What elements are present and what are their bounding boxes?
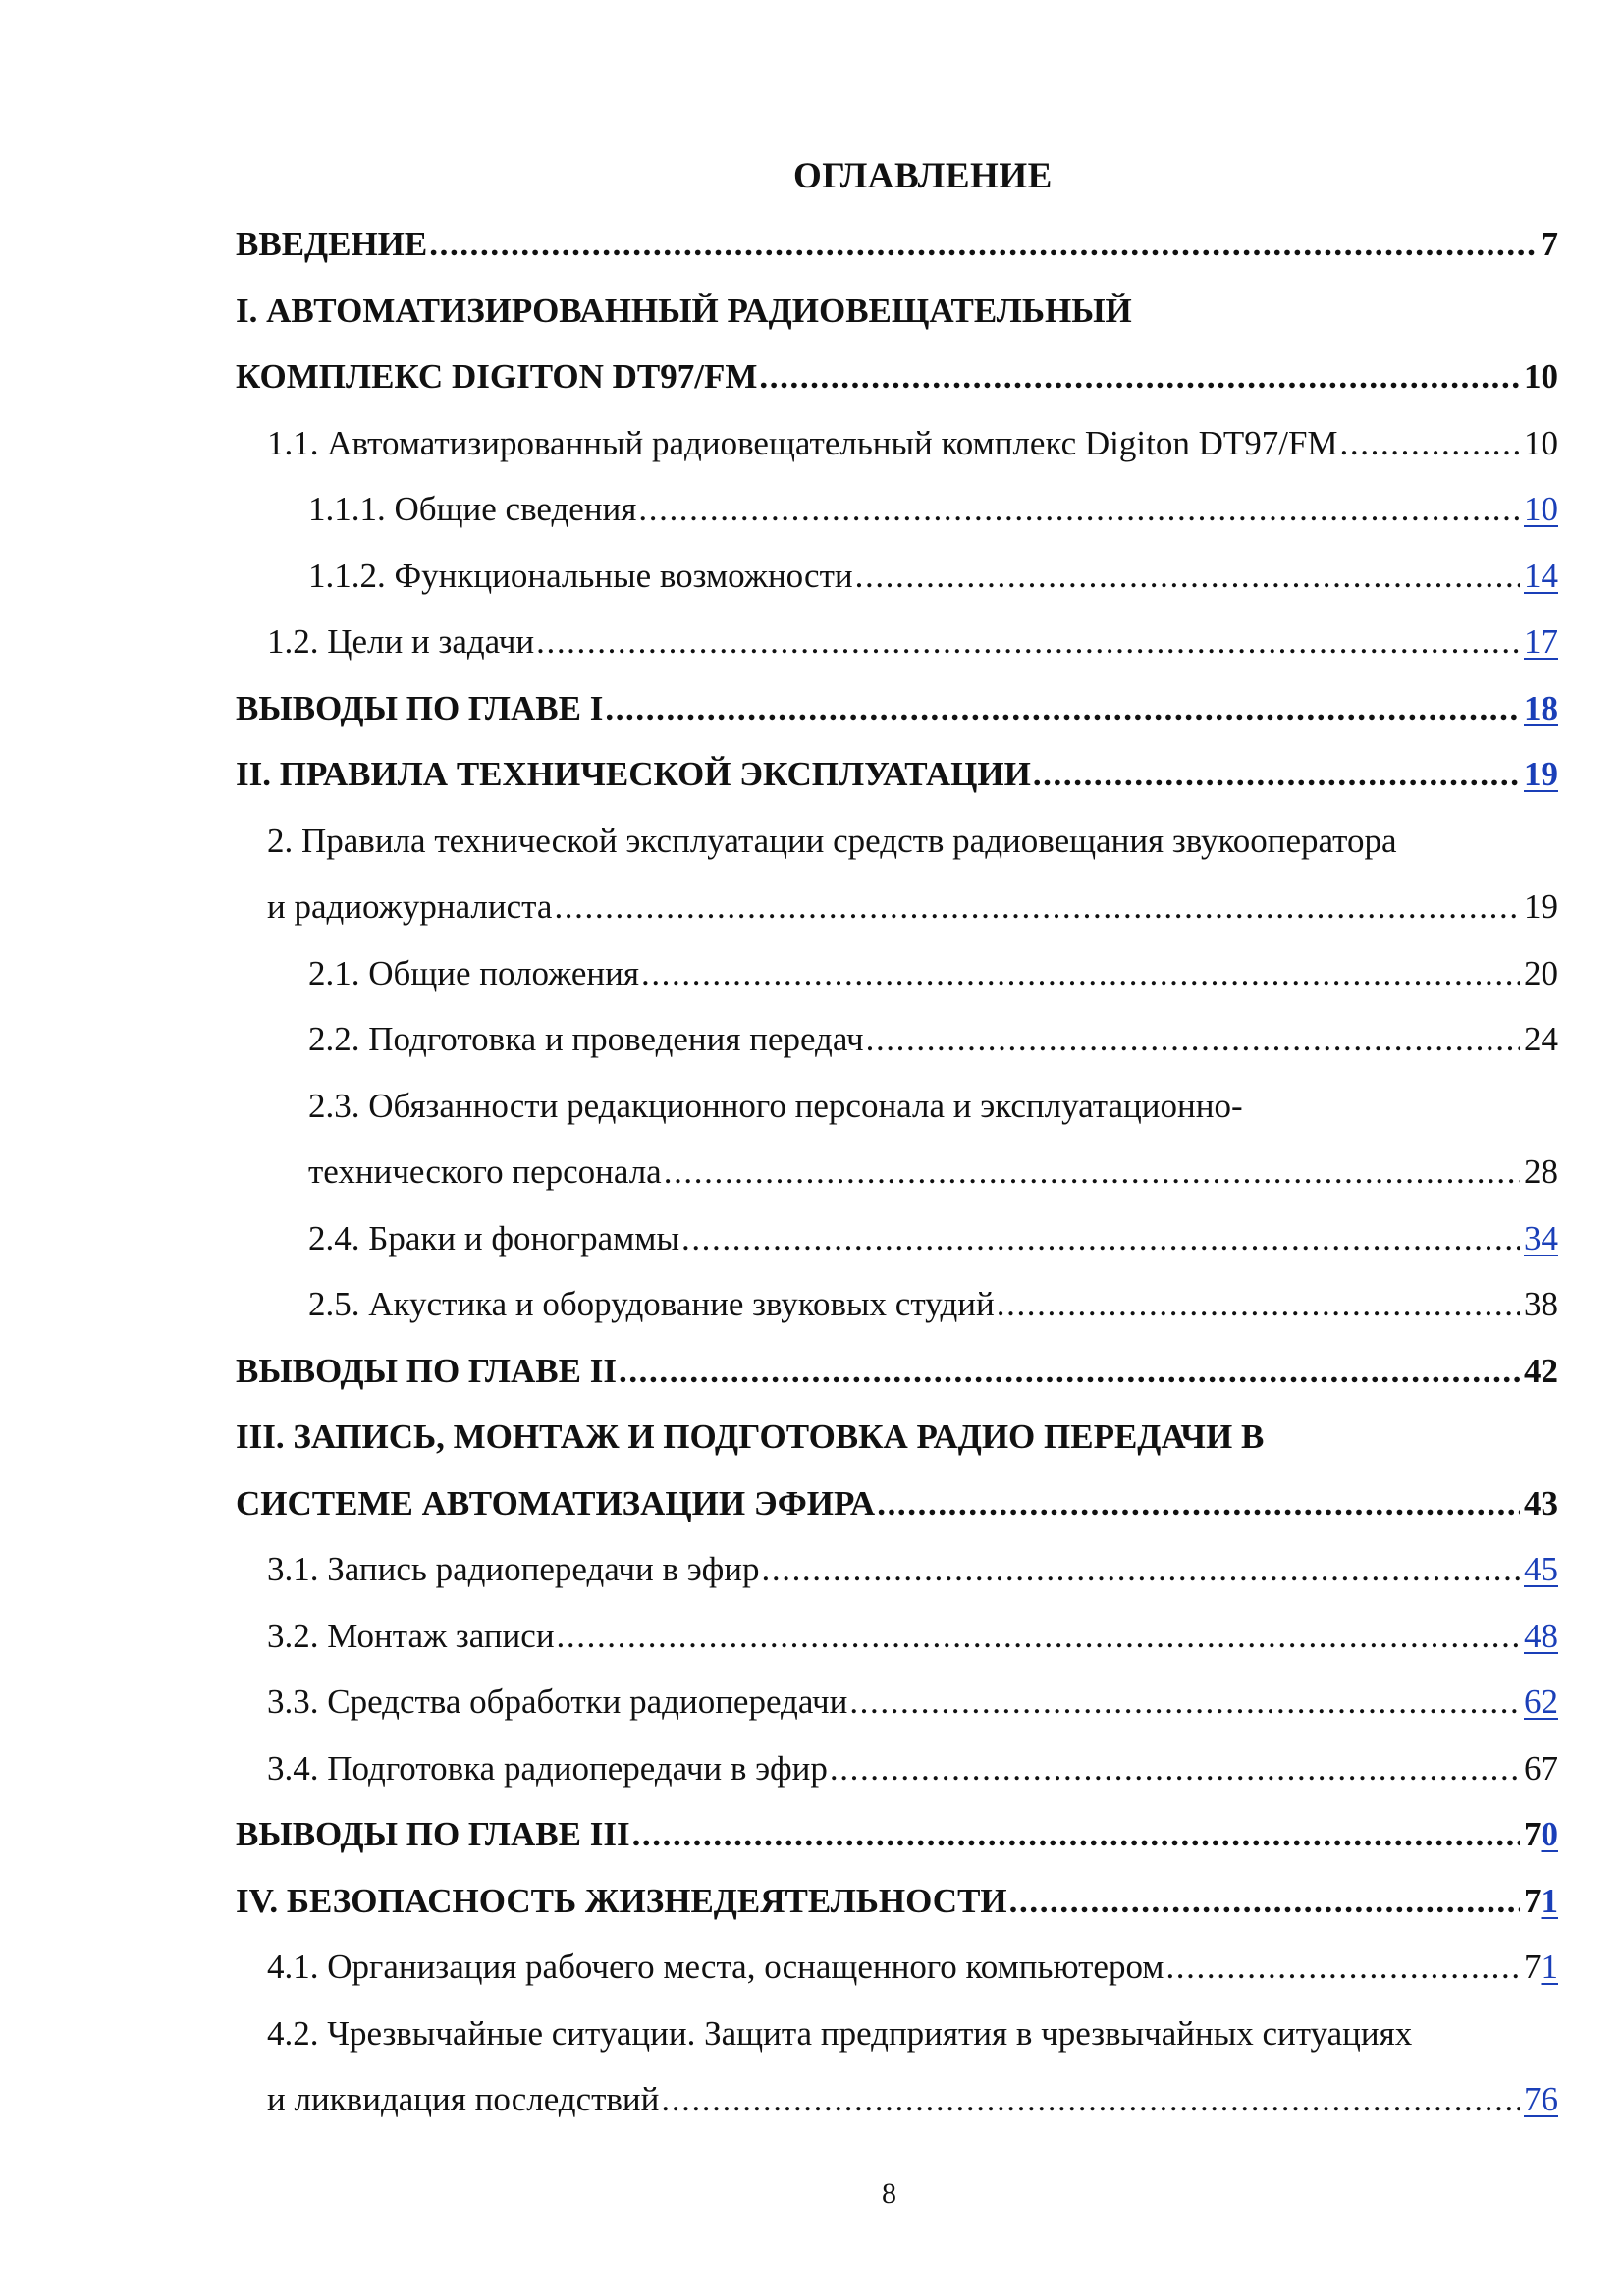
toc-entry-conclusions-2[interactable] bbox=[236, 1338, 1558, 1405]
toc-entry-label: 1.1.1. Общие сведения bbox=[308, 490, 637, 528]
toc-entry-label: 4.1. Организация рабочего места, оснащенного компьютером bbox=[267, 1948, 1164, 1986]
toc-entry-page-link[interactable]: 76 bbox=[1524, 2080, 1558, 2118]
toc-entry-1-1-2[interactable] bbox=[308, 543, 1558, 610]
toc-entry-2-line1: 2. Правила технической эксплуатации средств радиовещания звукооператора bbox=[267, 822, 1397, 860]
toc-entry-label: 2.5. Акустика и оборудование звуковых студий bbox=[308, 1285, 995, 1323]
toc-entry-chapter-1[interactable] bbox=[236, 344, 1558, 410]
toc-entry-2[interactable] bbox=[267, 874, 1558, 940]
toc-entry-page: 38 bbox=[1524, 1285, 1558, 1323]
toc-entry-3-4[interactable] bbox=[267, 1735, 1558, 1802]
toc-entry-page bbox=[1524, 1868, 1558, 1935]
toc-entry-page-link[interactable]: 1 bbox=[1541, 1882, 1558, 1920]
toc-entry-conclusions-1[interactable] bbox=[236, 675, 1558, 742]
leader-dots bbox=[429, 211, 1537, 278]
toc-entry-chapter-2[interactable] bbox=[236, 741, 1558, 808]
toc-entry-page-link[interactable]: 34 bbox=[1524, 1219, 1558, 1257]
toc-entry-chapter-3[interactable] bbox=[236, 1470, 1558, 1537]
toc-entry-page bbox=[1524, 1934, 1558, 2001]
leader-dots bbox=[605, 675, 1520, 742]
leader-dots bbox=[1165, 1934, 1520, 2001]
toc-entry-page-link[interactable]: 18 bbox=[1524, 689, 1558, 727]
toc-entry-page: 10 bbox=[1524, 424, 1558, 462]
leader-dots bbox=[536, 609, 1520, 675]
toc-entry-page-link[interactable]: 62 bbox=[1524, 1682, 1558, 1721]
leader-dots bbox=[849, 1669, 1520, 1735]
toc-entry-3-1[interactable] bbox=[267, 1536, 1558, 1603]
leader-dots bbox=[877, 1470, 1520, 1537]
leader-dots bbox=[1033, 741, 1520, 808]
toc-entry-page: 7 bbox=[1541, 225, 1558, 263]
toc-entry-introduction[interactable] bbox=[236, 211, 1558, 278]
toc-entry-label: 1.2. Цели и задачи bbox=[267, 622, 535, 661]
toc-entry-label: 1.1. Автоматизированный радиовещательный комплекс Digiton DT97/FM bbox=[267, 424, 1338, 462]
leader-dots bbox=[855, 543, 1520, 610]
leader-dots bbox=[997, 1271, 1520, 1338]
toc-entry-label: 3.3. Средства обработки радиопередачи bbox=[267, 1682, 848, 1721]
toc-entry-label: и ликвидация последствий bbox=[267, 2080, 660, 2118]
leader-dots bbox=[664, 1139, 1520, 1205]
toc-entry-page bbox=[1524, 1801, 1558, 1868]
toc-entry-label: II. ПРАВИЛА ТЕХНИЧЕСКОЙ ЭКСПЛУАТАЦИИ bbox=[236, 755, 1031, 793]
toc-entry-conclusions-3[interactable] bbox=[236, 1801, 1558, 1868]
toc-entry-page-link[interactable]: 10 bbox=[1524, 490, 1558, 528]
toc-entry-3-3[interactable] bbox=[267, 1669, 1558, 1735]
toc-entry-page-link[interactable]: 1 bbox=[1541, 1948, 1558, 1986]
toc-entry-page-link[interactable]: 45 bbox=[1524, 1550, 1558, 1588]
toc-entry-label: КОМПЛЕКС DIGITON DT97/FM bbox=[236, 357, 758, 396]
toc-entry-page-link[interactable]: 0 bbox=[1541, 1815, 1558, 1853]
toc-entry-4-2-line1: 4.2. Чрезвычайные ситуации. Защита предприятия в чрезвычайных ситуациях bbox=[267, 2014, 1413, 2053]
toc-entry-page-link[interactable]: 14 bbox=[1524, 557, 1558, 595]
leader-dots bbox=[830, 1735, 1520, 1802]
leader-dots bbox=[681, 1205, 1520, 1272]
leader-dots bbox=[759, 344, 1520, 410]
toc-entry-chapter-1-line1: I. АВТОМАТИЗИРОВАННЫЙ РАДИОВЕЩАТЕЛЬНЫЙ bbox=[236, 292, 1132, 330]
toc-entry-page: 24 bbox=[1524, 1020, 1558, 1058]
toc-entry-label: 3.2. Монтаж записи bbox=[267, 1617, 555, 1655]
leader-dots bbox=[1009, 1868, 1520, 1935]
toc-entry-page: 19 bbox=[1524, 887, 1558, 926]
toc-entry-label: технического персонала bbox=[308, 1152, 662, 1191]
toc-entry-page: 10 bbox=[1524, 357, 1558, 396]
page-number: 8 bbox=[882, 2177, 896, 2210]
toc-entry-page-part: 7 bbox=[1524, 1948, 1542, 1986]
toc-entry-page: 28 bbox=[1524, 1152, 1558, 1191]
toc-entry-label: 3.4. Подготовка радиопередачи в эфир bbox=[267, 1749, 828, 1788]
toc-entry-page: 42 bbox=[1524, 1352, 1558, 1390]
toc-entry-label: 2.1. Общие положения bbox=[308, 954, 639, 992]
toc-entry-4-1[interactable] bbox=[267, 1934, 1558, 2001]
toc-entry-2-2[interactable] bbox=[308, 1006, 1558, 1073]
toc-entry-2-3-line1: 2.3. Обязанности редакционного персонала и эксплуатационно- bbox=[308, 1087, 1243, 1125]
toc-entry-2-3[interactable] bbox=[308, 1139, 1558, 1205]
toc-entry-label: 1.1.2. Функциональные возможности bbox=[308, 557, 853, 595]
toc-entry-label: 3.1. Запись радиопередачи в эфир bbox=[267, 1550, 760, 1588]
toc-entry-label: СИСТЕМЕ АВТОМАТИЗАЦИИ ЭФИРА bbox=[236, 1484, 876, 1522]
toc-entry-label: ВЫВОДЫ ПО ГЛАВЕ I bbox=[236, 689, 604, 727]
toc-entry-label: ВВЕДЕНИЕ bbox=[236, 225, 428, 263]
toc-entry-1-1[interactable] bbox=[267, 410, 1558, 477]
toc-entry-label: IV. БЕЗОПАСНОСТЬ ЖИЗНЕДЕЯТЕЛЬНОСТИ bbox=[236, 1882, 1007, 1920]
toc-entry-page-part: 7 bbox=[1524, 1882, 1542, 1920]
toc-entry-1-2[interactable] bbox=[267, 609, 1558, 675]
toc-entry-label: ВЫВОДЫ ПО ГЛАВЕ III bbox=[236, 1815, 630, 1853]
leader-dots bbox=[762, 1536, 1520, 1603]
toc-entry-chapter-3-line1: III. ЗАПИСЬ, МОНТАЖ И ПОДГОТОВКА РАДИО ПЕРЕДАЧИ В bbox=[236, 1417, 1265, 1456]
toc-entry-3-2[interactable] bbox=[267, 1603, 1558, 1670]
toc-entry-page: 20 bbox=[1524, 954, 1558, 992]
toc-entry-label: 2.4. Браки и фонограммы bbox=[308, 1219, 679, 1257]
toc-entry-page-link[interactable]: 17 bbox=[1524, 622, 1558, 661]
leader-dots bbox=[1340, 410, 1520, 477]
leader-dots bbox=[866, 1006, 1520, 1073]
toc-entry-page: 67 bbox=[1524, 1749, 1558, 1788]
leader-dots bbox=[554, 874, 1520, 940]
toc-entry-4-2[interactable] bbox=[267, 2066, 1558, 2133]
toc-entry-2-4[interactable] bbox=[308, 1205, 1558, 1272]
toc-entry-page-part: 7 bbox=[1524, 1815, 1542, 1853]
leader-dots bbox=[619, 1338, 1520, 1405]
leader-dots bbox=[632, 1801, 1520, 1868]
toc-entry-2-5[interactable] bbox=[308, 1271, 1558, 1338]
leader-dots bbox=[638, 476, 1520, 543]
toc-entry-page-link[interactable]: 48 bbox=[1524, 1617, 1558, 1655]
leader-dots bbox=[661, 2066, 1520, 2133]
toc-heading-text: ОГЛАВЛЕНИЕ bbox=[793, 156, 1053, 196]
leader-dots bbox=[557, 1603, 1520, 1670]
toc-entry-label: и радиожурналиста bbox=[267, 887, 553, 926]
toc-entry-2-1[interactable] bbox=[308, 940, 1558, 1007]
toc-entry-page-link[interactable]: 19 bbox=[1524, 755, 1558, 793]
toc-entry-chapter-4[interactable] bbox=[236, 1868, 1558, 1935]
toc-entry-1-1-1[interactable] bbox=[308, 476, 1558, 543]
toc-entry-label: 2.2. Подготовка и проведения передач bbox=[308, 1020, 864, 1058]
leader-dots bbox=[641, 940, 1520, 1007]
toc-entry-label: ВЫВОДЫ ПО ГЛАВЕ II bbox=[236, 1352, 617, 1390]
toc-entry-page: 43 bbox=[1524, 1484, 1558, 1522]
